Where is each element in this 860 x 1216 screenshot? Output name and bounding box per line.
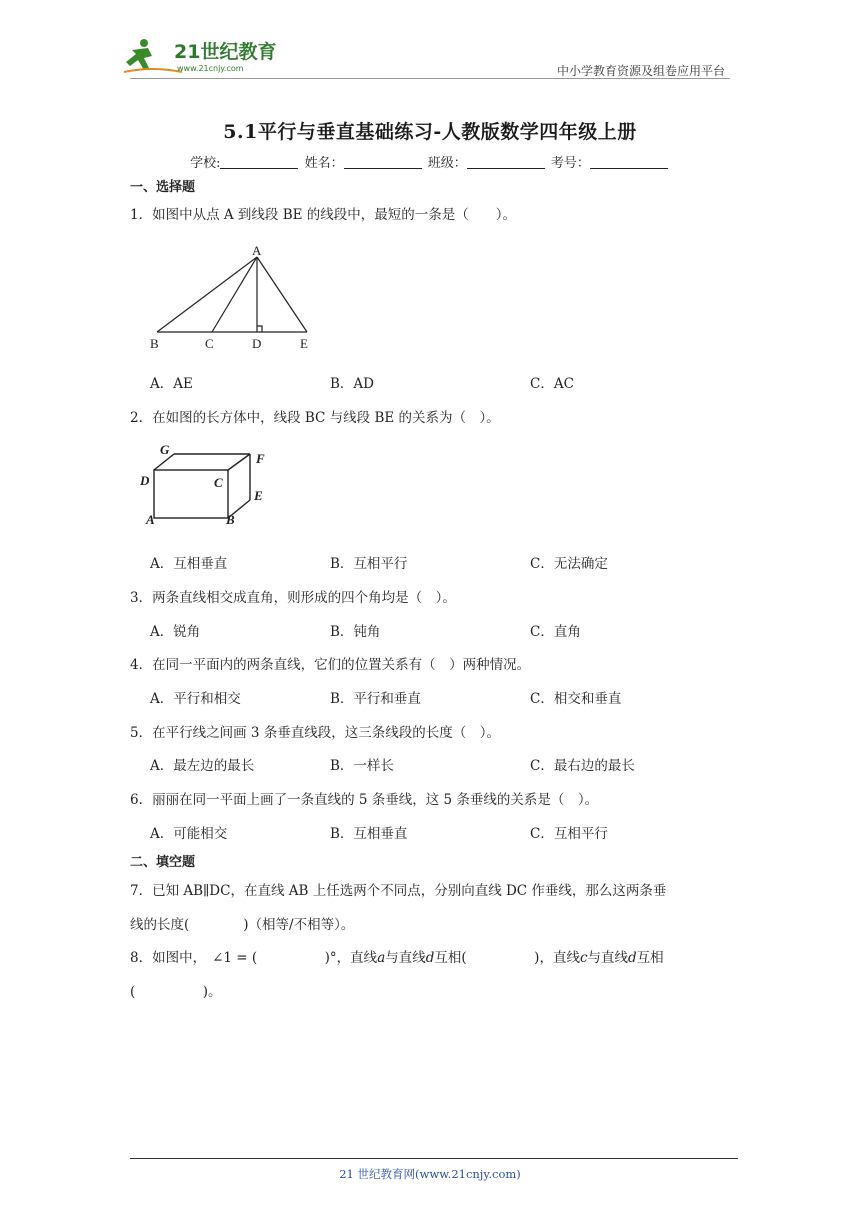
- logo-url: www.21cnjy.com: [177, 64, 244, 73]
- q3-option-a[interactable]: A．锐角: [150, 624, 201, 640]
- q8-var-d2: d: [628, 950, 637, 966]
- runner-icon: [126, 39, 152, 70]
- q2-option-c[interactable]: C．无法确定: [530, 556, 608, 572]
- question-3: 3．两条直线相交成直角，则形成的四个角均是（ ）。: [130, 590, 456, 606]
- q5-option-a[interactable]: A．最左边的最长: [150, 758, 255, 774]
- question-8-line-1: [130, 946, 664, 966]
- q1-label-d: D: [252, 336, 262, 351]
- q8-var-c: c: [579, 950, 588, 966]
- q8-angle: ∠1 = (: [212, 950, 258, 966]
- q4-option-a[interactable]: A．平行和相交: [150, 691, 241, 707]
- q2-option-b[interactable]: B．互相平行: [330, 556, 408, 572]
- q5-option-b[interactable]: B．一样长: [330, 758, 394, 774]
- q2-option-a[interactable]: A．互相垂直: [150, 556, 228, 572]
- q2-label-f: F: [256, 451, 265, 466]
- q8-text-c: 与直线: [385, 950, 426, 966]
- question-2: 2．在如图的长方体中，线段 BC 与线段 BE 的关系为（ ）。: [130, 410, 500, 426]
- section-fill-heading: 二、填空题: [130, 855, 196, 870]
- exam-no-field[interactable]: [590, 155, 668, 169]
- question-7-line-1: 7．已知 AB∥DC，在直线 AB 上任选两个不同点，分别向直线 DC 作垂线，那么这两条垂: [130, 883, 667, 899]
- footer-text[interactable]: 21 世纪教育网(www.21cnjy.com): [339, 1167, 521, 1181]
- q8-text-d: 互相( )，直线: [434, 950, 580, 966]
- q5-option-c[interactable]: C．最右边的最长: [530, 758, 635, 774]
- q3-option-c[interactable]: C．直角: [530, 624, 581, 640]
- q2-label-g: G: [160, 442, 170, 457]
- question-1: 1．如图中从点 A 到线段 BE 的线段中，最短的一条是（ ）。: [130, 207, 517, 223]
- question-6: 6．丽丽在同一平面上画了一条直线的 5 条垂线，这 5 条垂线的关系是（ ）。: [130, 792, 599, 808]
- school-label: 学校:: [190, 156, 221, 171]
- q1-figure: [142, 240, 322, 359]
- logo-text: 21世纪教育: [174, 41, 277, 63]
- question-7-line-2: 线的长度( )（相等/不相等）。: [130, 917, 355, 933]
- q1-label-a: A: [252, 243, 262, 258]
- name-field[interactable]: [344, 155, 422, 169]
- q8-text-b: )°，直线: [257, 950, 378, 966]
- q8-var-d: d: [425, 950, 435, 966]
- header-divider: [130, 78, 730, 79]
- q1-option-a[interactable]: A．AE: [150, 376, 193, 392]
- q3-option-b[interactable]: B．钝角: [330, 624, 381, 640]
- name-label: 姓名：: [304, 156, 344, 171]
- q1-option-b[interactable]: B．AD: [330, 376, 374, 392]
- page-title: 5.1平行与垂直基础练习-人教版数学四年级上册: [223, 121, 637, 143]
- q8-text-e: 与直线: [587, 950, 629, 966]
- q2-label-c: C: [214, 475, 223, 490]
- q6-option-b[interactable]: B．互相垂直: [330, 826, 408, 842]
- q1-option-c[interactable]: C．AC: [530, 376, 574, 392]
- q4-option-c[interactable]: C．相交和垂直: [530, 691, 622, 707]
- q2-label-d: D: [140, 473, 150, 488]
- exam-no-label: 考号：: [550, 156, 590, 171]
- q2-label-e: E: [254, 488, 263, 503]
- q1-label-e: E: [300, 336, 308, 351]
- q1-label-b: B: [150, 336, 159, 351]
- student-info: [0, 152, 860, 171]
- q1-label-c: C: [205, 336, 214, 351]
- q2-figure: [138, 442, 278, 538]
- q2-label-b: B: [226, 512, 235, 527]
- site-logo: [122, 36, 287, 78]
- q8-text-a: 8．如图中，: [130, 950, 207, 966]
- school-field[interactable]: [220, 155, 298, 169]
- class-label: 班级：: [427, 156, 467, 171]
- q2-label-a: A: [146, 512, 155, 527]
- class-field[interactable]: [467, 155, 545, 169]
- question-5: 5．在平行线之间画 3 条垂直线段，这三条线段的长度（ ）。: [130, 725, 501, 741]
- q6-option-c[interactable]: C．互相平行: [530, 826, 608, 842]
- q8-text-f: 互相: [636, 950, 664, 966]
- platform-name: 中小学教育资源及组卷应用平台: [556, 64, 725, 78]
- question-8-line-2: ( )。: [130, 984, 222, 1000]
- section-choice-heading: 一、选择题: [130, 180, 196, 195]
- q6-option-a[interactable]: A．可能相交: [150, 826, 228, 842]
- footer-divider: [130, 1158, 738, 1159]
- q4-option-b[interactable]: B．平行和垂直: [330, 691, 421, 707]
- q8-var-a: a: [377, 950, 386, 966]
- question-4: 4．在同一平面内的两条直线，它们的位置关系有（ ）两种情况。: [130, 657, 531, 673]
